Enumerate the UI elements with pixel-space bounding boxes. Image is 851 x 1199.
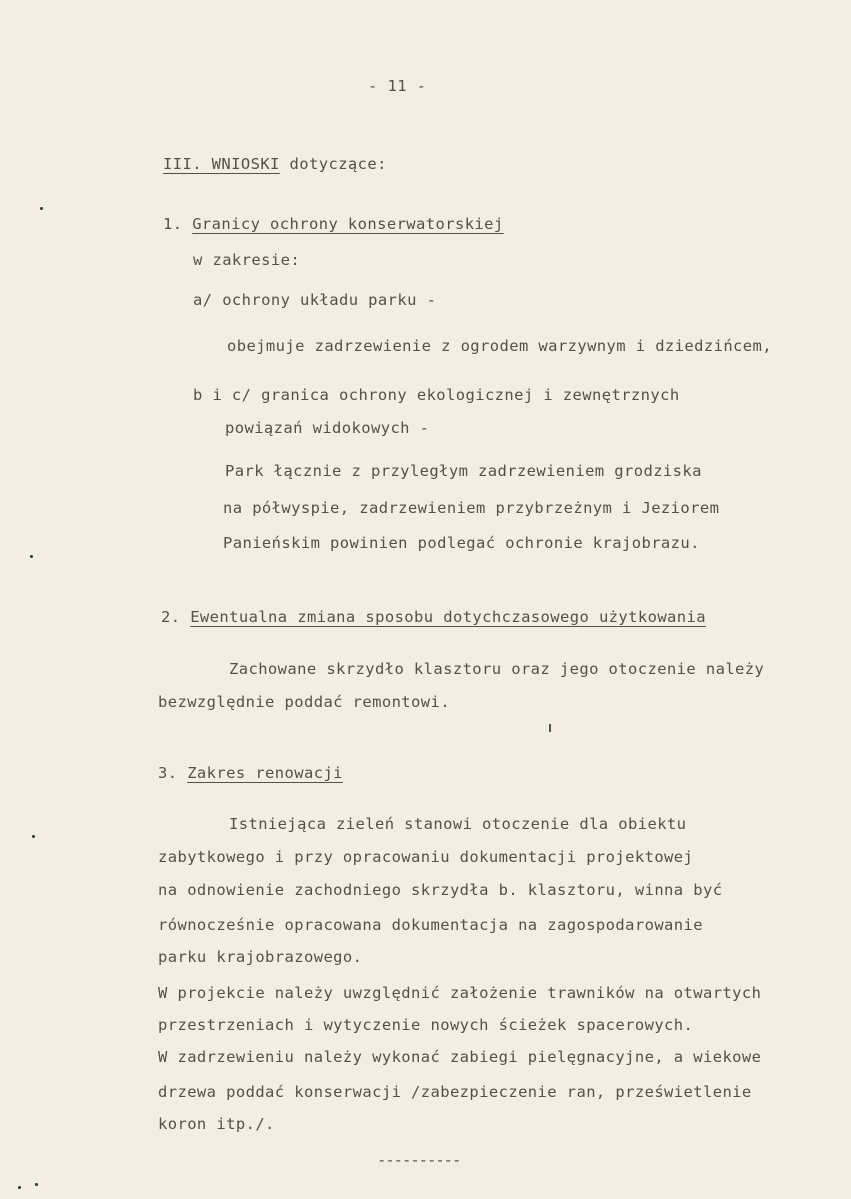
- section-heading: [163, 154, 387, 174]
- item-bc-line2: powiązań widokowych -: [225, 419, 430, 437]
- section3-body-line: W projekcie należy uwzględnić założenie trawników na otwartych: [158, 984, 762, 1002]
- section2-body-line: bezwzględnie poddać remontowi.: [158, 693, 450, 711]
- paper-speck: [40, 207, 43, 210]
- section3-number: 3.: [158, 764, 188, 782]
- item-bc-body-line: Park łącznie z przyległym zadrzewieniem grodziska: [225, 462, 702, 480]
- section2-number: 2.: [161, 608, 191, 626]
- section1-scope: w zakresie:: [193, 251, 301, 269]
- section2-title-text: Ewentualna zmiana sposobu dotychczasowego użytkowania: [190, 608, 706, 626]
- section3-title-text: Zakres renowacji: [187, 764, 343, 782]
- page-number: - 11 -: [368, 77, 427, 95]
- section3-body-line: Istniejąca zieleń stanowi otoczenie dla obiektu: [229, 815, 687, 833]
- paper-speck: [30, 555, 33, 558]
- item-a: a/ ochrony układu parku -: [193, 291, 437, 309]
- section3-body-line: na odnowienie zachodniego skrzydła b. klasztoru, winna być: [158, 881, 723, 899]
- heading-rest: dotyczące:: [279, 155, 387, 173]
- section3-title: [158, 763, 343, 783]
- section1-title-text: Granicy ochrony konserwatorskiej: [192, 215, 504, 233]
- section1-number: 1.: [163, 215, 193, 233]
- paper-mark: [549, 724, 551, 732]
- section2-title: [161, 607, 706, 627]
- paper-speck: [18, 1186, 21, 1189]
- section3-body-line: koron itp./.: [158, 1115, 275, 1133]
- section3-body-line: drzewa poddać konserwacji /zabezpieczenie ran, prześwietlenie: [158, 1083, 752, 1101]
- section3-body-line: zabytkowego i przy opracowaniu dokumentacji projektowej: [158, 848, 694, 866]
- item-bc-body-line: na półwyspie, zadrzewieniem przybrzeżnym i Jeziorem: [223, 499, 720, 517]
- section1-title: [163, 214, 504, 234]
- item-bc-body-line: Panieńskim powinien podlegać ochronie krajobrazu.: [223, 534, 700, 552]
- end-mark: ----------: [377, 1151, 461, 1169]
- item-bc-line1: b i c/ granica ochrony ekologicznej i zewnętrznych: [193, 386, 680, 404]
- section2-body-line: Zachowane skrzydło klasztoru oraz jego otoczenie należy: [229, 660, 765, 678]
- paper-speck: [35, 1183, 38, 1186]
- section3-body-line: przestrzeniach i wytyczenie nowych ścieżek spacerowych.: [158, 1016, 694, 1034]
- paper-speck: [32, 835, 35, 838]
- section3-body-line: równocześnie opracowana dokumentacja na zagospodarowanie: [158, 916, 703, 934]
- section3-body-line: parku krajobrazowego.: [158, 948, 363, 966]
- item-a-body: obejmuje zadrzewienie z ogrodem warzywnym i dziedzińcem,: [227, 337, 772, 355]
- section3-body-line: W zadrzewieniu należy wykonać zabiegi pielęgnacyjne, a wiekowe: [158, 1048, 762, 1066]
- heading-numeral: III. WNIOSKI: [163, 155, 280, 173]
